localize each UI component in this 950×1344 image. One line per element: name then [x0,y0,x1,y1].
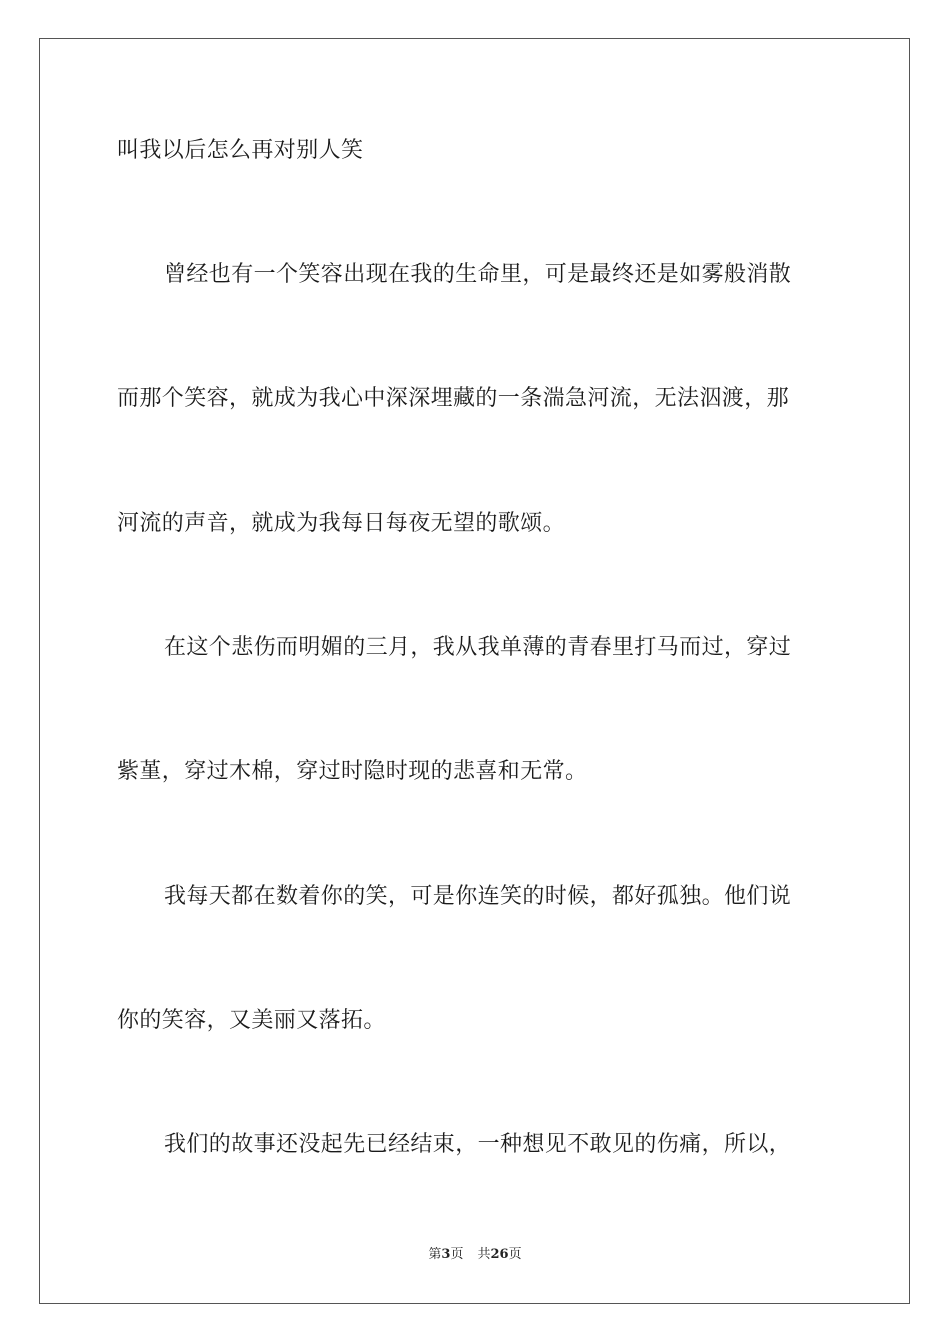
page-prefix: 第 [428,1247,442,1262]
text-line-3: 而那个笑容，就成为我心中深深埋藏的一条湍急河流，无法泅渡，那 [117,386,790,411]
text-line-6: 紫堇，穿过木棉，穿过时隐时现的悲喜和无常。 [117,759,588,784]
page-border [39,38,910,1304]
total-pages: 26 [490,1247,509,1262]
page-footer [0,1246,950,1264]
text-line-1: 叫我以后怎么再对别人笑 [117,138,364,163]
paragraph-line-7: 我每天都在数着你的笑，可是你连笑的时候，都好孤独。他们说 [164,884,792,909]
page-suffix: 页 [450,1247,464,1262]
page-number: 3 [441,1247,451,1262]
paragraph-line-5: 在这个悲伤而明媚的三月，我从我单薄的青春里打马而过，穿过 [164,635,792,660]
total-suffix: 页 [508,1247,522,1262]
total-prefix: 共 [477,1247,491,1262]
paragraph-line-9: 我们的故事还没起先已经结束，一种想见不敢见的伤痛，所以， [164,1132,792,1157]
paragraph-line-2: 曾经也有一个笑容出现在我的生命里，可是最终还是如雾般消散 [164,262,792,287]
text-line-4: 河流的声音，就成为我每日每夜无望的歌颂。 [117,511,566,536]
text-line-8: 你的笑容，又美丽又落拓。 [117,1008,386,1033]
